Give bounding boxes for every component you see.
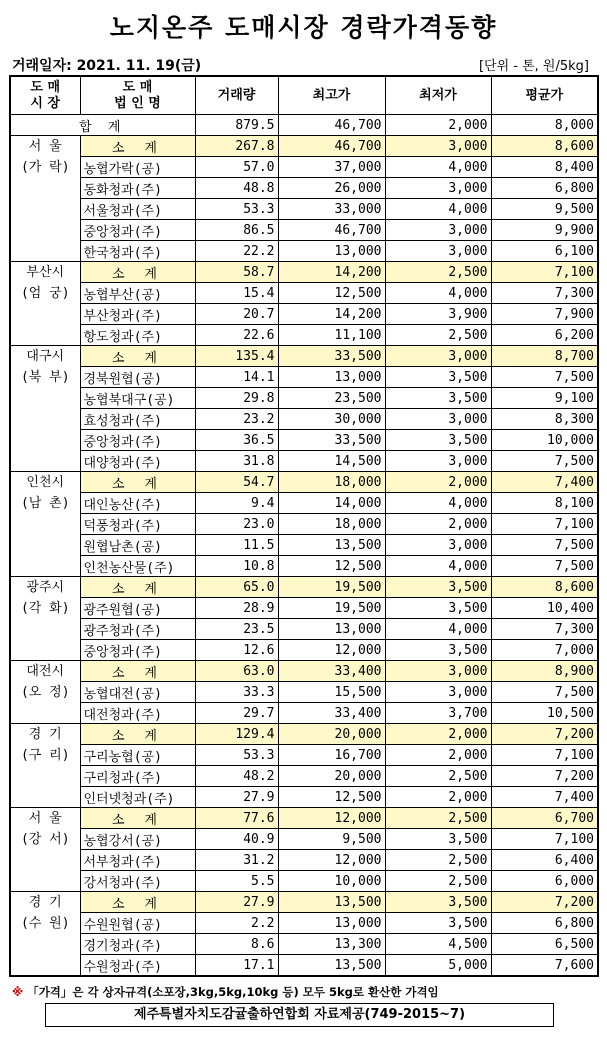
market-name: 대구시 (북 부) (10, 346, 80, 472)
table-row (10, 598, 598, 619)
avg-price-cell: 7,600 (491, 955, 598, 977)
corp-name: 소 계 (80, 724, 195, 745)
min-price-cell: 4,000 (385, 619, 491, 640)
market-name: 대전시 (오 정) (10, 661, 80, 724)
corp-name: 농협부산(공) (80, 283, 195, 304)
max-price-cell: 12,000 (278, 850, 385, 871)
max-price-cell: 30,000 (278, 409, 385, 430)
table-row (10, 409, 598, 430)
volume-cell: 8.6 (195, 934, 278, 955)
total-max: 46,700 (278, 115, 385, 136)
max-price-cell: 12,500 (278, 283, 385, 304)
min-price-cell: 3,500 (385, 367, 491, 388)
min-price-cell: 5,000 (385, 955, 491, 977)
max-price-cell: 13,000 (278, 913, 385, 934)
avg-price-cell: 7,100 (491, 262, 598, 283)
volume-cell: 267.8 (195, 136, 278, 157)
corp-name: 소 계 (80, 262, 195, 283)
volume-cell: 5.5 (195, 871, 278, 892)
min-price-cell: 4,000 (385, 556, 491, 577)
avg-price-cell: 6,700 (491, 808, 598, 829)
corp-name: 한국청과(주) (80, 241, 195, 262)
min-price-cell: 4,000 (385, 157, 491, 178)
avg-price-cell: 6,800 (491, 178, 598, 199)
min-price-cell: 3,900 (385, 304, 491, 325)
max-price-cell: 18,000 (278, 472, 385, 493)
max-price-cell: 26,000 (278, 178, 385, 199)
avg-price-cell: 6,100 (491, 241, 598, 262)
max-price-cell: 12,000 (278, 808, 385, 829)
max-price-cell: 20,000 (278, 724, 385, 745)
subtotal-row (10, 892, 598, 913)
corp-name: 원협남촌(공) (80, 535, 195, 556)
volume-cell: 23.5 (195, 619, 278, 640)
corp-name: 대인농산(주) (80, 493, 195, 514)
min-price-cell: 3,500 (385, 913, 491, 934)
volume-cell: 53.3 (195, 745, 278, 766)
volume-cell: 27.9 (195, 787, 278, 808)
avg-price-cell: 10,500 (491, 703, 598, 724)
header-market: 도 매 시 장 (10, 76, 80, 115)
table-row (10, 178, 598, 199)
market-name: 부산시 (엄 궁) (10, 262, 80, 346)
subtotal-row (10, 346, 598, 367)
table-row (10, 430, 598, 451)
table-row (10, 850, 598, 871)
max-price-cell: 15,500 (278, 682, 385, 703)
corp-name: 구리농협(공) (80, 745, 195, 766)
market-name: 인천시 (남 촌) (10, 472, 80, 577)
max-price-cell: 37,000 (278, 157, 385, 178)
market-name: 광주시 (각 화) (10, 577, 80, 661)
header-max: 최고가 (278, 76, 385, 115)
corp-name: 경기청과(주) (80, 934, 195, 955)
avg-price-cell: 7,100 (491, 514, 598, 535)
avg-price-cell: 7,500 (491, 451, 598, 472)
max-price-cell: 10,000 (278, 871, 385, 892)
max-price-cell: 33,500 (278, 430, 385, 451)
total-min: 2,000 (385, 115, 491, 136)
max-price-cell: 12,000 (278, 640, 385, 661)
volume-cell: 86.5 (195, 220, 278, 241)
min-price-cell: 2,000 (385, 745, 491, 766)
min-price-cell: 2,000 (385, 514, 491, 535)
avg-price-cell: 7,200 (491, 892, 598, 913)
corp-name: 소 계 (80, 892, 195, 913)
min-price-cell: 3,000 (385, 241, 491, 262)
volume-cell: 129.4 (195, 724, 278, 745)
table-row (10, 682, 598, 703)
table-row (10, 535, 598, 556)
table-row (10, 745, 598, 766)
corp-name: 농협대전(공) (80, 682, 195, 703)
min-price-cell: 4,000 (385, 493, 491, 514)
max-price-cell: 9,500 (278, 829, 385, 850)
min-price-cell: 2,500 (385, 766, 491, 787)
avg-price-cell: 9,500 (491, 199, 598, 220)
table-row (10, 934, 598, 955)
total-row (10, 115, 598, 136)
total-label: 합 계 (10, 115, 195, 136)
volume-cell: 65.0 (195, 577, 278, 598)
corp-name: 소 계 (80, 472, 195, 493)
corp-name: 농협강서(공) (80, 829, 195, 850)
max-price-cell: 33,400 (278, 703, 385, 724)
avg-price-cell: 7,900 (491, 304, 598, 325)
min-price-cell: 3,500 (385, 640, 491, 661)
max-price-cell: 46,700 (278, 220, 385, 241)
corp-name: 인천농산물(주) (80, 556, 195, 577)
avg-price-cell: 6,200 (491, 325, 598, 346)
corp-name: 대양청과(주) (80, 451, 195, 472)
avg-price-cell: 8,400 (491, 157, 598, 178)
volume-cell: 23.0 (195, 514, 278, 535)
subtotal-row (10, 808, 598, 829)
corp-name: 농협북대구(공) (80, 388, 195, 409)
header-avg: 평균가 (491, 76, 598, 115)
min-price-cell: 3,500 (385, 388, 491, 409)
volume-cell: 58.7 (195, 262, 278, 283)
min-price-cell: 2,500 (385, 325, 491, 346)
corp-name: 농협가락(공) (80, 157, 195, 178)
max-price-cell: 13,000 (278, 241, 385, 262)
volume-cell: 28.9 (195, 598, 278, 619)
volume-cell: 77.6 (195, 808, 278, 829)
avg-price-cell: 7,100 (491, 829, 598, 850)
volume-cell: 33.3 (195, 682, 278, 703)
min-price-cell: 3,000 (385, 451, 491, 472)
max-price-cell: 33,400 (278, 661, 385, 682)
min-price-cell: 3,000 (385, 682, 491, 703)
max-price-cell: 12,500 (278, 556, 385, 577)
report-title: 노지온주 도매시장 경락가격동향 (109, 13, 498, 42)
volume-cell: 48.2 (195, 766, 278, 787)
avg-price-cell: 8,300 (491, 409, 598, 430)
max-price-cell: 14,200 (278, 262, 385, 283)
avg-price-cell: 8,600 (491, 136, 598, 157)
max-price-cell: 12,500 (278, 787, 385, 808)
min-price-cell: 2,500 (385, 871, 491, 892)
volume-cell: 48.8 (195, 178, 278, 199)
corp-name: 중앙청과(주) (80, 430, 195, 451)
avg-price-cell: 6,400 (491, 850, 598, 871)
table-row (10, 871, 598, 892)
subtotal-row (10, 661, 598, 682)
min-price-cell: 3,000 (385, 136, 491, 157)
corp-name: 중앙청과(주) (80, 640, 195, 661)
avg-price-cell: 7,200 (491, 724, 598, 745)
corp-name: 광주청과(주) (80, 619, 195, 640)
max-price-cell: 33,500 (278, 346, 385, 367)
min-price-cell: 3,500 (385, 577, 491, 598)
volume-cell: 22.2 (195, 241, 278, 262)
corp-name: 인터넷청과(주) (80, 787, 195, 808)
avg-price-cell: 10,400 (491, 598, 598, 619)
volume-cell: 15.4 (195, 283, 278, 304)
volume-cell: 53.3 (195, 199, 278, 220)
price-table (9, 75, 599, 977)
max-price-cell: 14,200 (278, 304, 385, 325)
avg-price-cell: 7,400 (491, 472, 598, 493)
avg-price-cell: 7,500 (491, 682, 598, 703)
volume-cell: 31.8 (195, 451, 278, 472)
max-price-cell: 13,300 (278, 934, 385, 955)
corp-name: 소 계 (80, 346, 195, 367)
market-name: 경 기 (구 리) (10, 724, 80, 808)
min-price-cell: 4,000 (385, 283, 491, 304)
table-row (10, 493, 598, 514)
avg-price-cell: 8,600 (491, 577, 598, 598)
avg-price-cell: 7,100 (491, 745, 598, 766)
corp-name: 소 계 (80, 808, 195, 829)
table-row (10, 451, 598, 472)
note-mark: ※ (12, 985, 24, 999)
volume-cell: 36.5 (195, 430, 278, 451)
volume-cell: 63.0 (195, 661, 278, 682)
max-price-cell: 19,500 (278, 577, 385, 598)
market-name: 경 기 (수 원) (10, 892, 80, 977)
volume-cell: 54.7 (195, 472, 278, 493)
min-price-cell: 3,500 (385, 829, 491, 850)
unit-label: [단위 - 톤, 원/5kg] (478, 59, 589, 74)
subtotal-row (10, 577, 598, 598)
table-row (10, 367, 598, 388)
volume-cell: 17.1 (195, 955, 278, 977)
corp-name: 광주원협(공) (80, 598, 195, 619)
max-price-cell: 23,500 (278, 388, 385, 409)
min-price-cell: 3,700 (385, 703, 491, 724)
table-row (10, 829, 598, 850)
volume-cell: 31.2 (195, 850, 278, 871)
volume-cell: 10.8 (195, 556, 278, 577)
avg-price-cell: 7,500 (491, 535, 598, 556)
max-price-cell: 20,000 (278, 766, 385, 787)
market-name: 서 울 (가 락) (10, 136, 80, 262)
min-price-cell: 2,000 (385, 472, 491, 493)
corp-name: 서울청과(주) (80, 199, 195, 220)
avg-price-cell: 7,300 (491, 619, 598, 640)
subtotal-row (10, 262, 598, 283)
subtotal-row (10, 136, 598, 157)
table-row (10, 241, 598, 262)
min-price-cell: 4,500 (385, 934, 491, 955)
avg-price-cell: 9,100 (491, 388, 598, 409)
min-price-cell: 2,000 (385, 724, 491, 745)
note-text: 「가격」은 각 상자규격(소포장,3kg,5kg,10kg 등) 모두 5kg로 환산한 가격임 (27, 985, 439, 999)
avg-price-cell: 7,500 (491, 367, 598, 388)
corp-name: 부산청과(주) (80, 304, 195, 325)
max-price-cell: 19,500 (278, 598, 385, 619)
volume-cell: 40.9 (195, 829, 278, 850)
table-row (10, 766, 598, 787)
avg-price-cell: 6,000 (491, 871, 598, 892)
min-price-cell: 3,000 (385, 409, 491, 430)
table-row (10, 283, 598, 304)
max-price-cell: 11,100 (278, 325, 385, 346)
max-price-cell: 46,700 (278, 136, 385, 157)
table-row (10, 220, 598, 241)
min-price-cell: 3,000 (385, 535, 491, 556)
volume-cell: 29.8 (195, 388, 278, 409)
avg-price-cell: 9,900 (491, 220, 598, 241)
trade-date: 거래일자: 2021. 11. 19(금) (12, 58, 202, 74)
avg-price-cell: 7,000 (491, 640, 598, 661)
total-volume: 879.5 (195, 115, 278, 136)
volume-cell: 57.0 (195, 157, 278, 178)
corp-name: 서부청과(주) (80, 850, 195, 871)
market-name: 서 울 (강 서) (10, 808, 80, 892)
corp-name: 소 계 (80, 661, 195, 682)
max-price-cell: 13,500 (278, 535, 385, 556)
table-row (10, 640, 598, 661)
corp-name: 항도청과(주) (80, 325, 195, 346)
corp-name: 소 계 (80, 577, 195, 598)
table-row (10, 787, 598, 808)
max-price-cell: 13,000 (278, 619, 385, 640)
volume-cell: 27.9 (195, 892, 278, 913)
table-row (10, 199, 598, 220)
table-row (10, 514, 598, 535)
table-row (10, 913, 598, 934)
avg-price-cell: 10,000 (491, 430, 598, 451)
corp-name: 덕풍청과(주) (80, 514, 195, 535)
volume-cell: 11.5 (195, 535, 278, 556)
avg-price-cell: 7,400 (491, 787, 598, 808)
min-price-cell: 2,500 (385, 262, 491, 283)
corp-name: 효성청과(주) (80, 409, 195, 430)
header-corp: 도 매 법 인 명 (80, 76, 195, 115)
min-price-cell: 4,000 (385, 199, 491, 220)
min-price-cell: 3,000 (385, 220, 491, 241)
max-price-cell: 18,000 (278, 514, 385, 535)
volume-cell: 20.7 (195, 304, 278, 325)
volume-cell: 22.6 (195, 325, 278, 346)
table-row (10, 619, 598, 640)
volume-cell: 23.2 (195, 409, 278, 430)
table-row (10, 157, 598, 178)
table-row (10, 556, 598, 577)
avg-price-cell: 6,500 (491, 934, 598, 955)
min-price-cell: 3,500 (385, 598, 491, 619)
avg-price-cell: 6,800 (491, 913, 598, 934)
avg-price-cell: 7,200 (491, 766, 598, 787)
avg-price-cell: 8,700 (491, 346, 598, 367)
corp-name: 수원원협(공) (80, 913, 195, 934)
avg-price-cell: 7,300 (491, 283, 598, 304)
max-price-cell: 13,000 (278, 367, 385, 388)
source-credit: 제주특별자치도감귤출하연합회 자료제공(749-2015~7) (45, 1003, 554, 1027)
volume-cell: 2.2 (195, 913, 278, 934)
min-price-cell: 2,500 (385, 850, 491, 871)
max-price-cell: 33,000 (278, 199, 385, 220)
corp-name: 대전청과(주) (80, 703, 195, 724)
min-price-cell: 3,000 (385, 661, 491, 682)
volume-cell: 9.4 (195, 493, 278, 514)
avg-price-cell: 8,100 (491, 493, 598, 514)
max-price-cell: 13,500 (278, 955, 385, 977)
subtotal-row (10, 724, 598, 745)
corp-name: 수원청과(주) (80, 955, 195, 977)
min-price-cell: 3,500 (385, 430, 491, 451)
min-price-cell: 2,500 (385, 808, 491, 829)
corp-name: 동화청과(주) (80, 178, 195, 199)
corp-name: 경북원협(공) (80, 367, 195, 388)
corp-name: 구리청과(주) (80, 766, 195, 787)
table-row (10, 955, 598, 977)
table-row (10, 304, 598, 325)
avg-price-cell: 8,900 (491, 661, 598, 682)
volume-cell: 14.1 (195, 367, 278, 388)
table-row (10, 703, 598, 724)
min-price-cell: 3,500 (385, 892, 491, 913)
footnote (12, 984, 439, 1000)
table-row (10, 325, 598, 346)
max-price-cell: 14,500 (278, 451, 385, 472)
header-volume: 거래량 (195, 76, 278, 115)
min-price-cell: 3,000 (385, 346, 491, 367)
corp-name: 중앙청과(주) (80, 220, 195, 241)
corp-name: 강서청과(주) (80, 871, 195, 892)
table-row (10, 388, 598, 409)
volume-cell: 12.6 (195, 640, 278, 661)
total-avg: 8,000 (491, 115, 598, 136)
max-price-cell: 16,700 (278, 745, 385, 766)
header-row (10, 76, 598, 115)
avg-price-cell: 7,500 (491, 556, 598, 577)
header-min: 최저가 (385, 76, 491, 115)
volume-cell: 29.7 (195, 703, 278, 724)
min-price-cell: 3,000 (385, 178, 491, 199)
subtotal-row (10, 472, 598, 493)
min-price-cell: 2,000 (385, 787, 491, 808)
max-price-cell: 14,000 (278, 493, 385, 514)
corp-name: 소 계 (80, 136, 195, 157)
table-body (10, 115, 598, 977)
volume-cell: 135.4 (195, 346, 278, 367)
max-price-cell: 13,500 (278, 892, 385, 913)
